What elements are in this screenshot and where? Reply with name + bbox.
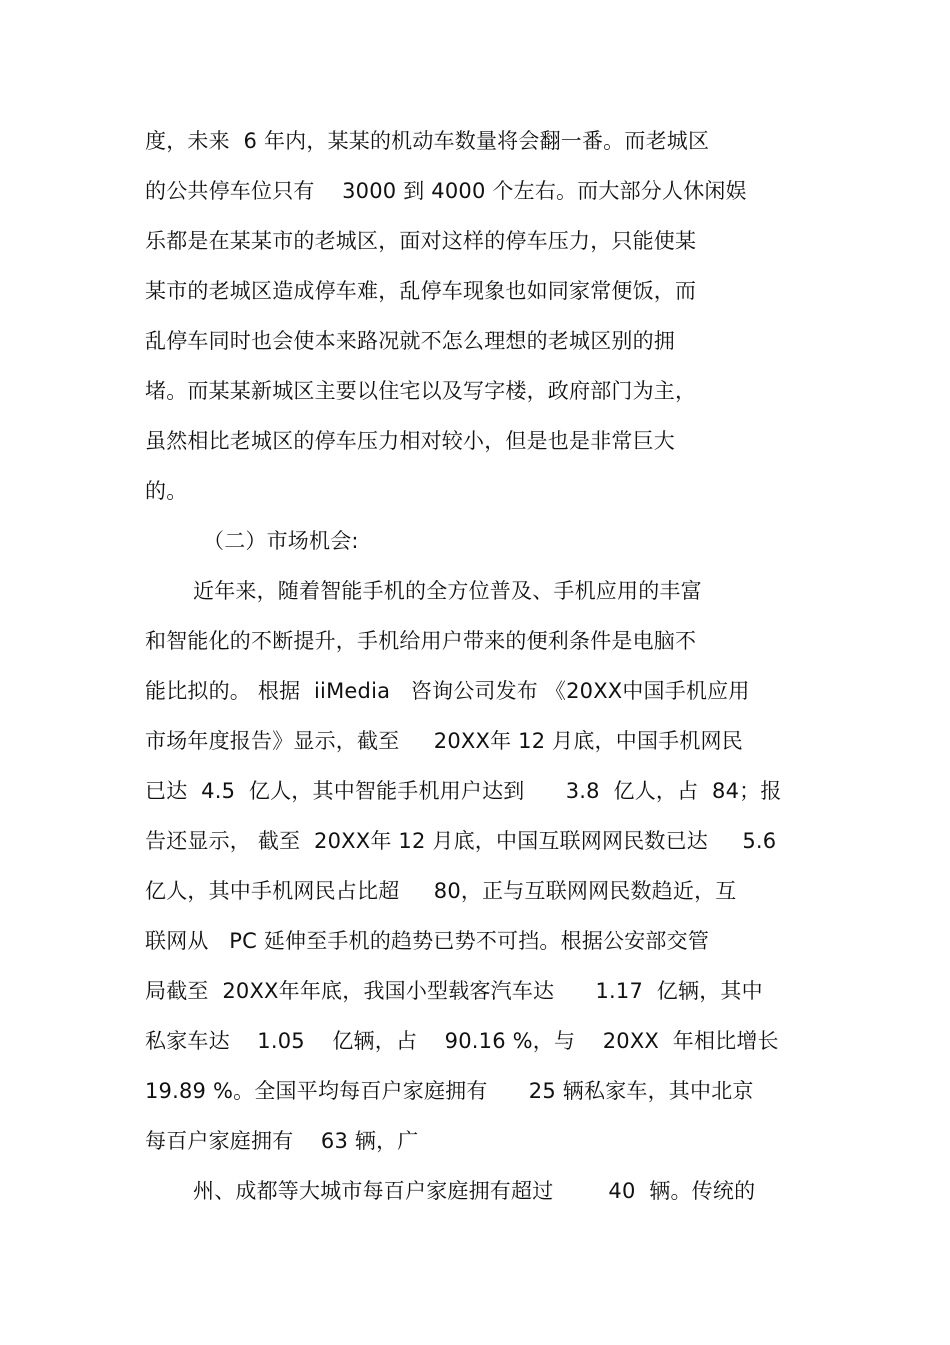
text-line: 虽然相比老城区的停车压力相对较小，但是也是非常巨大 [145,429,675,453]
text-line: 和智能化的不断提升，手机给用户带来的便利条件是电脑不 [145,629,697,653]
text-line: 堵。而某某新城区主要以住宅以及写字楼，政府部门为主， [145,379,697,403]
text-line: 联网从 PC 延伸至手机的趋势已势不可挡。根据公安部交管 [145,929,710,953]
section-heading: （二）市场机会: [203,529,359,553]
text-line: 乐都是在某某市的老城区，面对这样的停车压力，只能使某 [145,229,697,253]
text-line: 的。 [145,479,188,503]
text-line: 度，未来 6 年内，某某的机动车数量将会翻一番。而老城区 [145,129,710,153]
text-line: 某市的老城区造成停车难，乱停车现象也如同家常便饭，而 [145,279,697,303]
text-line: 乱停车同时也会使本来路况就不怎么理想的老城区别的拥 [145,329,675,353]
paragraph-first-line: 州、成都等大城市每百户家庭拥有超过 40 辆。传统的 [193,1179,756,1203]
text-line: 每百户家庭拥有 63 辆，广 [145,1129,419,1153]
paragraph-first-line: 近年来，随着智能手机的全方位普及、手机应用的丰富 [193,579,702,603]
text-line: 局截至 20XX年年底，我国小型载客汽车达 1.17 亿辆，其中 [145,979,763,1003]
text-line: 告还显示， 截至 20XX年 12 月底，中国互联网网民数已达 5.6 [145,829,777,853]
text-line: 亿人，其中手机网民占比超 80，正与互联网网民数趋近，互 [145,879,737,903]
document-body [145,124,825,1224]
text-line: 已达 4.5 亿人，其中智能手机用户达到 3.8 亿人，占 84；报 [145,779,782,803]
text-line: 的公共停车位只有 3000 到 4000 个左右。而大部分人休闲娱 [145,179,747,203]
text-line: 市场年度报告》显示，截至 20XX年 12 月底，中国手机网民 [145,729,743,753]
text-line: 私家车达 1.05 亿辆，占 90.16 %，与 20XX 年相比增长 [145,1029,779,1053]
text-line: 19.89 %。全国平均每百户家庭拥有 25 辆私家车，其中北京 [145,1079,754,1103]
text-line: 能比拟的。 根据 iiMedia 咨询公司发布 《20XX中国手机应用 [145,679,750,703]
